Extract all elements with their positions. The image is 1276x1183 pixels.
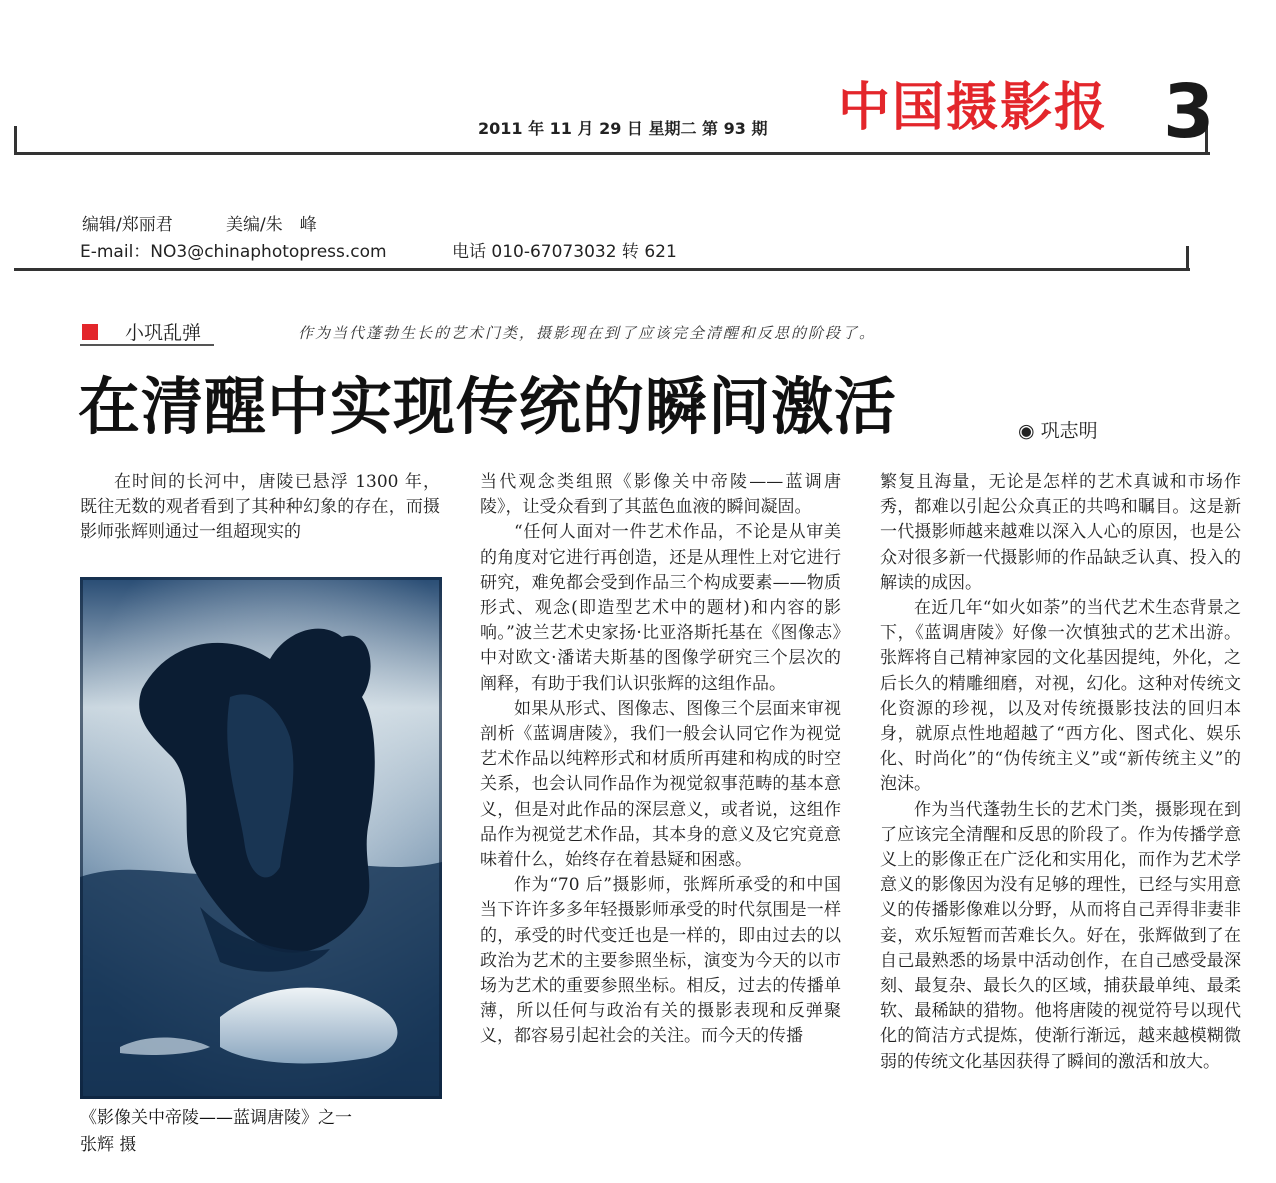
paragraph: 如果从形式、图像志、图像三个层面来审视剖析《蓝调唐陵》，我们一般会认同它作为视觉艺术作品以纯粹形式和材质所再建和构成的时空关系，也会认同作品作为视觉叙事范畴的基本意义，但是对此作品的深层意义，或者说，这组作品作为视觉艺术作品，其本身的意义及它究竟意味着什么，始终存在着悬疑和困惑。	[480, 698, 841, 871]
paragraph: 在时间的长河中，唐陵已悬浮 1300 年，既往无数的观者看到了其种种幻象的存在，而摄影师张辉则通过一组超现实的	[80, 472, 440, 543]
newspaper-masthead: 中国摄影报	[838, 78, 1109, 138]
paragraph: “任何人面对一件艺术作品，不论是从审美的角度对它进行再创造，还是从理性上对它进行研究，难免都会受到作品三个构成要素——物质形式、观念(即造型艺术中的题材)和内容的影响。”波兰艺术史家扬·比亚洛斯托基在《图像志》中对欧文·潘诺夫斯基的图像学研究三个层次的阐释，有助于我们认识张辉的这组作品。	[480, 522, 841, 694]
editor-credit: 编辑/郑丽君	[82, 215, 173, 235]
headline: 在清醒中实现传统的瞬间激活	[78, 370, 898, 443]
byline: ◉ 巩志明	[1018, 420, 1098, 442]
credits-right-tick	[1186, 246, 1189, 271]
phone-credit: 电话 010-67073032 转 621	[452, 242, 677, 262]
paragraph: 繁复且海量，无论是怎样的艺术真诚和市场作秀，都难以引起公众真正的共鸣和瞩目。这是新一代摄影师越来越难以深入人心的原因，也是公众对很多新一代摄影师的作品缺乏认真、投入的解读的成因。	[880, 472, 1241, 593]
paragraph: 当代观念类组照《影像关中帝陵——蓝调唐陵》，让受众看到了其蓝色血液的瞬间凝固。	[480, 472, 841, 518]
paragraph: 作为“70 后”摄影师，张辉所承受的和中国当下许许多多年轻摄影师承受的时代氛围是一样的，承受的时代变迁也是一样的，即由过去的以政治为艺术的主要参照坐标，演变为今天的以市场为艺术的重要参照坐标。相反，过去的传播单薄，所以任何与政治有关的摄影表现和反弹聚义，都容易引起社会的关注。而今天的传播	[480, 875, 841, 1047]
article-column-2	[480, 470, 841, 1050]
email-credit: E-mail：NO3@chinaphotopress.com	[80, 242, 387, 262]
photo-credit: 张辉 摄	[80, 1135, 137, 1155]
dateline: 2011 年 11 月 29 日 星期二 第 93 期	[478, 119, 768, 138]
paragraph: 在近几年“如火如荼”的当代艺术生态背景之下，《蓝调唐陵》好像一次慎独式的艺术出游。张辉将自己精神家园的文化基因提纯，外化，之后长久的精雕细磨，对视，幻化。这种对传统文化资源的珍视，以及对传统摄影技法的回归本身，就原点性地超越了“西方化、图式化、娱乐化、时尚化”的“伪传统主义”或“新传统主义”的泡沫。	[880, 598, 1241, 795]
cyanotype-photo	[80, 577, 442, 1099]
credits-rule	[14, 268, 1190, 271]
photo-caption: 《影像关中帝陵——蓝调唐陵》之一	[80, 1108, 352, 1128]
article-column-3	[880, 470, 1241, 1075]
column-tag: 小巩乱弹	[125, 322, 202, 344]
article-column-1	[80, 470, 440, 546]
column-tag-underline	[80, 344, 214, 346]
page-number: 3	[1163, 69, 1215, 155]
designer-credit: 美编/朱 峰	[226, 215, 317, 235]
paragraph: 作为当代蓬勃生长的艺术门类，摄影现在到了应该完全清醒和反思的阶段了。作为传播学意义上的影像正在广泛化和实用化，而作为艺术学意义的影像因为没有足够的理性，已经与实用意义的传播影像难以分野，从而将自己弄得非妻非妾，欢乐短暂而苦难长久。好在，张辉做到了在自己最熟悉的场景中活动创作，在自己感受最深刻、最复杂、最长久的区域，捕获最单纯、最柔软、最稀缺的猎物。他将唐陵的视觉符号以现代化的简洁方式提炼，使渐行渐远，越来越模糊微弱的传统文化基因获得了瞬间的激活和放大。	[880, 799, 1241, 1072]
header-left-tick	[14, 126, 17, 155]
header-rule	[14, 152, 1210, 155]
column-tag-square	[82, 324, 98, 340]
dek-text: 作为当代蓬勃生长的艺术门类，摄影现在到了应该完全清醒和反思的阶段了。	[298, 324, 877, 342]
